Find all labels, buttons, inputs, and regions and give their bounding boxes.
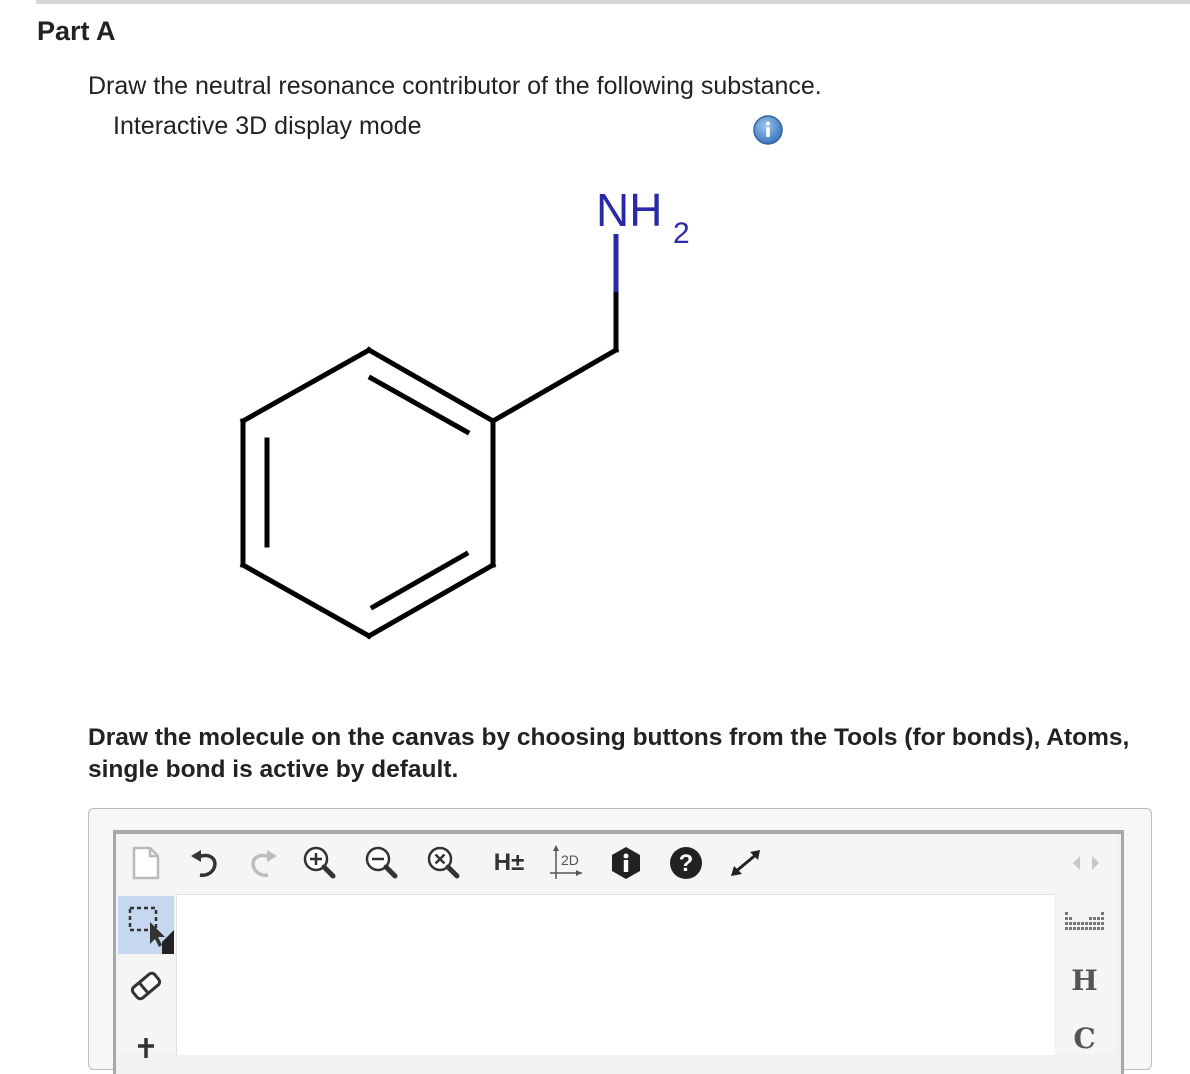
hydrogens-label: H± [493,849,525,876]
tools-sidebar [116,894,176,1054]
info-icon [752,114,784,146]
redo-icon [244,846,280,880]
hydrogens-toggle-button[interactable] [484,834,534,892]
zoom-reset-button[interactable] [424,834,464,892]
editor-toolbar [116,834,1115,894]
ring-double-bond-inner-1 [371,378,467,432]
undo-button[interactable] [186,834,226,892]
periodic-table-icon [1064,910,1106,940]
molecule-structure [0,150,800,650]
new-document-button[interactable] [126,834,166,892]
redo-button[interactable] [242,834,282,892]
amine-subscript: 2 [673,217,690,250]
periodic-table-button[interactable] [1064,910,1106,940]
expand-icon [726,845,766,881]
charge-tool-button[interactable] [118,1018,174,1058]
zoom-reset-icon [424,843,464,883]
amine-label: NH [596,184,663,236]
carbon-atom-button[interactable]: C [1073,1022,1096,1055]
drawing-canvas[interactable] [176,894,1055,1055]
display-mode-label: Interactive 3D display mode [113,112,422,140]
info-icon [609,845,643,881]
ch2-bond [493,350,616,421]
plus-charge-icon [118,1018,174,1058]
fullscreen-button[interactable] [726,834,766,892]
chevron-left-right-icon [1068,852,1104,874]
instructions [88,722,1190,786]
hydrogen-atom-button[interactable]: H [1071,964,1098,997]
part-title: Part A [37,16,116,46]
zoom-in-icon [300,843,340,883]
top-divider [36,0,1190,4]
select-tool-button[interactable] [118,896,174,954]
clean-2d-label: 2D [561,852,579,868]
display-mode-info-button[interactable] [752,114,784,146]
ring-bond-6 [243,350,369,421]
instructions-line-2: single bond is active by default. [88,756,459,783]
info-button[interactable] [606,834,646,892]
zoom-out-icon [362,843,402,883]
help-icon [668,845,704,881]
eraser-tool-button[interactable] [118,960,174,1012]
question-prompt: Draw the neutral resonance contributor of the following substance. [88,72,822,100]
svg-text:?: ? [678,850,694,877]
instructions-line-1: Draw the molecule on the canvas by choosing buttons from the Tools (for bonds), Atoms, [88,724,1130,751]
zoom-in-button[interactable] [300,834,340,892]
toolbar-scroll-arrows[interactable] [1068,852,1104,874]
rectangle-select-icon [118,896,174,954]
eraser-icon [126,966,166,1006]
atoms-sidebar [1054,894,1115,1054]
clean-2d-icon [548,843,588,883]
ring-double-bond-inner-2 [373,554,466,607]
ring-bond-4 [243,565,369,636]
document-icon [130,845,162,881]
undo-icon [188,846,224,880]
zoom-out-button[interactable] [362,834,402,892]
help-button[interactable] [666,834,706,892]
clean-2d-button[interactable] [546,834,590,892]
